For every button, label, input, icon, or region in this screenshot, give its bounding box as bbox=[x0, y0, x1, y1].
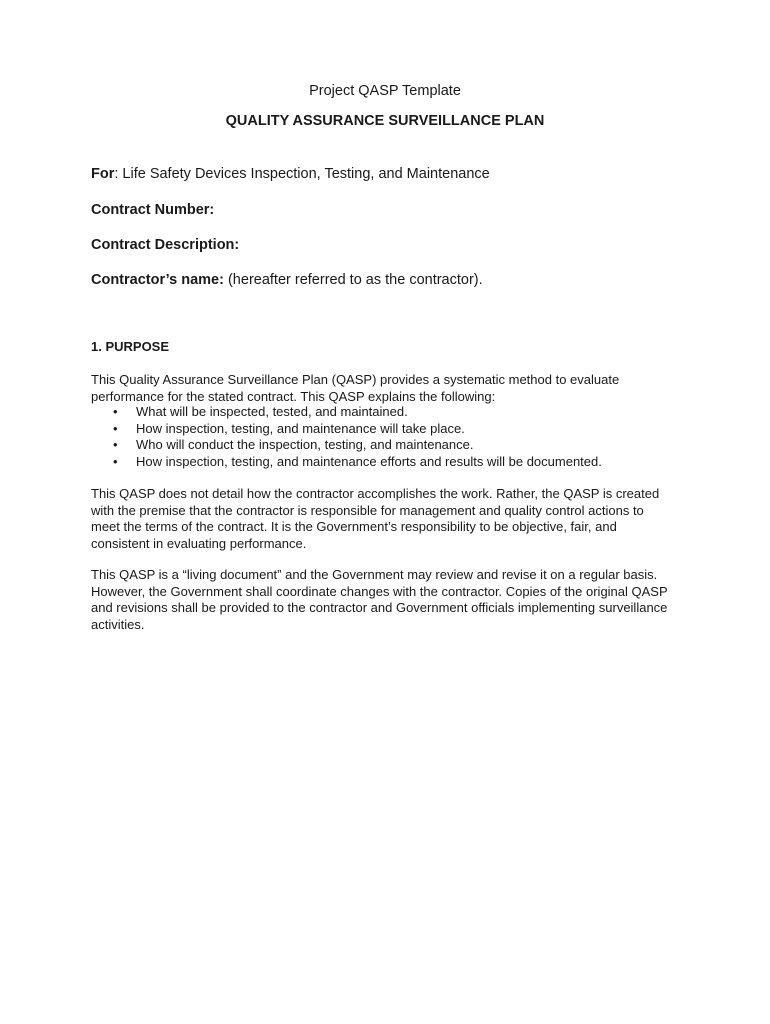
field-contractor-name bbox=[91, 271, 483, 289]
field-contractor-name-label: Contractor’s name: bbox=[91, 272, 224, 288]
list-item bbox=[91, 437, 602, 454]
list-item-text: How inspection, testing, and maintenance efforts and results will be documented. bbox=[136, 453, 602, 469]
section-heading-purpose: 1. PURPOSE bbox=[91, 339, 170, 354]
document-title: Project QASP Template bbox=[309, 83, 461, 99]
purpose-intro-paragraph: This Quality Assurance Surveillance Plan (QASP) provides a systematic method to evaluate performance for the stated contract. This QASP explains the following: bbox=[91, 372, 620, 404]
bullet-icon: • bbox=[113, 437, 118, 452]
list-item bbox=[91, 421, 602, 438]
purpose-paragraph-3: This QASP is a “living document” and the Government may review and revise it on a regular basis. However, the Government shall coordinate changes with the contractor. Copies of the original QASP and revisions shall be provided to the contractor and Government officials implementing surveillance activities. bbox=[91, 567, 668, 632]
field-contractor-name-value: (hereafter referred to as the contractor). bbox=[223, 272, 483, 288]
field-contract-number bbox=[91, 201, 214, 219]
list-item bbox=[91, 404, 602, 421]
field-contract-description-label: Contract Description: bbox=[91, 237, 240, 253]
field-contract-number-label: Contract Number: bbox=[91, 202, 215, 218]
list-item-text: What will be inspected, tested, and maintained. bbox=[136, 404, 408, 419]
field-for-value: : Life Safety Devices Inspection, Testing, and Maintenance bbox=[114, 166, 490, 182]
list-item-text: Who will conduct the inspection, testing, and maintenance. bbox=[136, 437, 474, 452]
bullet-icon: • bbox=[113, 420, 118, 436]
list-item-text: How inspection, testing, and maintenance will take place. bbox=[136, 420, 465, 436]
purpose-bullet-list bbox=[91, 404, 602, 470]
bullet-icon: • bbox=[113, 404, 118, 419]
field-for bbox=[91, 165, 490, 183]
document-heading: QUALITY ASSURANCE SURVEILLANCE PLAN bbox=[225, 113, 545, 129]
purpose-paragraph-2: This QASP does not detail how the contractor accomplishes the work. Rather, the QASP is created with the premise that the contractor is responsible for management and quality control actions to meet the terms of the contract. It is the Government’s responsibility to be objective, fair, and consistent in evaluating performance. bbox=[91, 486, 660, 551]
list-item bbox=[91, 454, 602, 471]
bullet-icon: • bbox=[113, 453, 118, 469]
field-for-label: For bbox=[91, 166, 115, 182]
field-contract-description bbox=[91, 236, 239, 254]
